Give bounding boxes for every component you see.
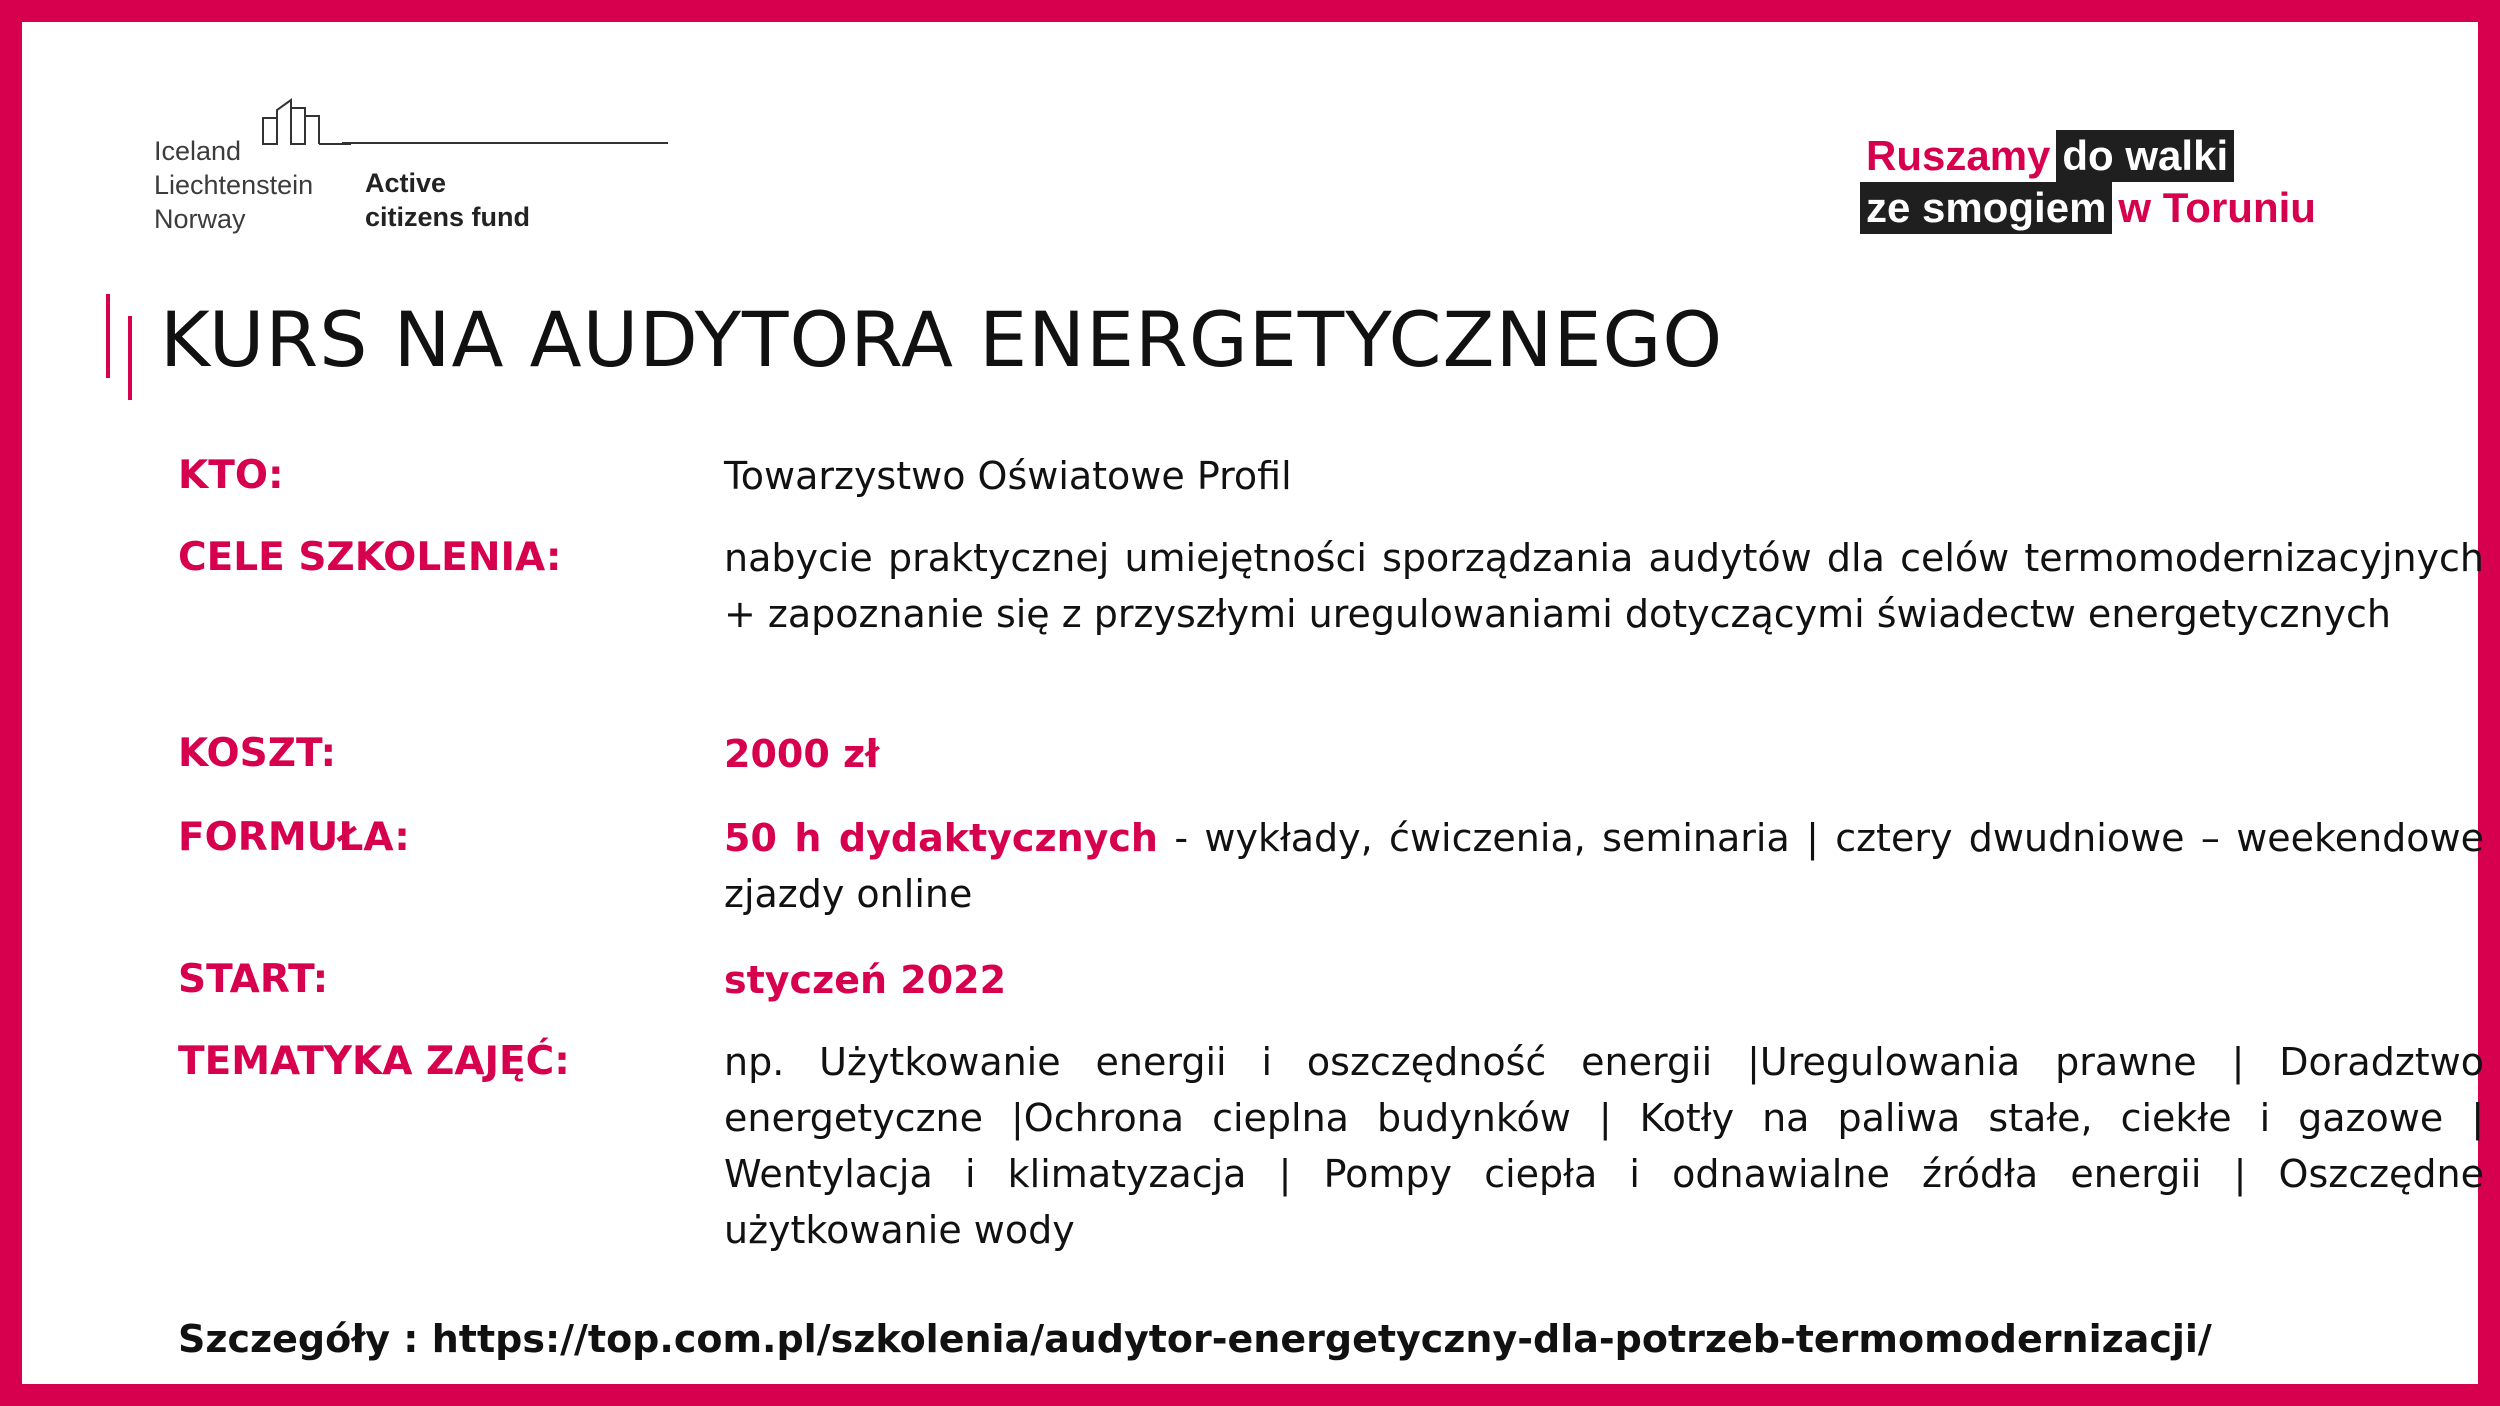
value-koszt: 2000 zł (724, 732, 880, 776)
value-tematyka: np. Użytkowanie energii i oszczędność energii |Uregulowania prawne | Doradztwo energetyczne |Ochrona cieplna budynków | Kotły na paliwa stałe, ciekłe i gazowe | Wentylacja i klimatyzacja | Pompy ciepła i odnawialne źródła energii | Oszczędne użytkowanie wody (724, 1040, 2484, 1252)
country-iceland: Iceland (154, 136, 242, 166)
country-liechtenstein: Liechtenstein (154, 170, 314, 200)
label-koszt: KOSZT: (178, 731, 337, 776)
page-title: KURS NA AUDYTORA ENERGETYCZNEGO (160, 295, 1724, 384)
fund-name-line2 (365, 200, 530, 234)
title-accent-bars (106, 294, 136, 400)
campaign-logo-ze-smogiem: ze smogiem (1860, 182, 2112, 234)
value-start: styczeń 2022 (724, 958, 1007, 1002)
label-kto: KTO: (178, 453, 284, 498)
value-cele: nabycie praktycznej umiejętności sporządzania audytów dla celów termomodernizacyjnych + zapoznanie się z przyszłymi uregulowaniami dotyczącymi świadectw energetycznych (724, 536, 2484, 636)
fund-name-line1: Active (365, 168, 447, 198)
campaign-logo-line1 (1860, 130, 2322, 182)
value-formula-rest: - wykłady, ćwiczenia, seminaria | cztery dwudniowe – weekendowe zjazdy online (724, 816, 2484, 916)
campaign-logo-ruszamy: Ruszamy (1866, 132, 2051, 179)
title-bar-left (106, 294, 110, 378)
campaign-logo-w-toruniu: w Toruniu (2118, 184, 2316, 231)
details-line (178, 1312, 2212, 1366)
country-norway: Norway (154, 204, 246, 234)
fund-name (365, 166, 530, 234)
label-tematyka: TEMATYKA ZAJĘĆ: (178, 1039, 570, 1084)
campaign-logo-line2 (1860, 182, 2322, 234)
campaign-logo (1860, 130, 2322, 234)
country-list (154, 134, 313, 236)
fund-name-line2-text: citizens fund (365, 202, 531, 232)
details-link[interactable]: https://top.com.pl/szkolenia/audytor-energetyczny-dla-potrzeb-termomodernizacji/ (431, 1317, 2212, 1361)
campaign-logo-do-walki: do walki (2056, 130, 2234, 182)
label-formula: FORMUŁA: (178, 815, 410, 860)
label-start: START: (178, 957, 329, 1002)
details-label: Szczegóły : (178, 1317, 419, 1361)
value-formula (724, 810, 2484, 922)
title-bar-right (128, 316, 132, 400)
value-formula-hours: 50 h dydaktycznych (724, 816, 1158, 860)
label-cele: CELE SZKOLENIA: (178, 535, 562, 580)
logo-rule (342, 142, 668, 144)
active-citizens-fund-logo (154, 98, 554, 238)
value-kto: Towarzystwo Oświatowe Profil (724, 454, 1292, 498)
